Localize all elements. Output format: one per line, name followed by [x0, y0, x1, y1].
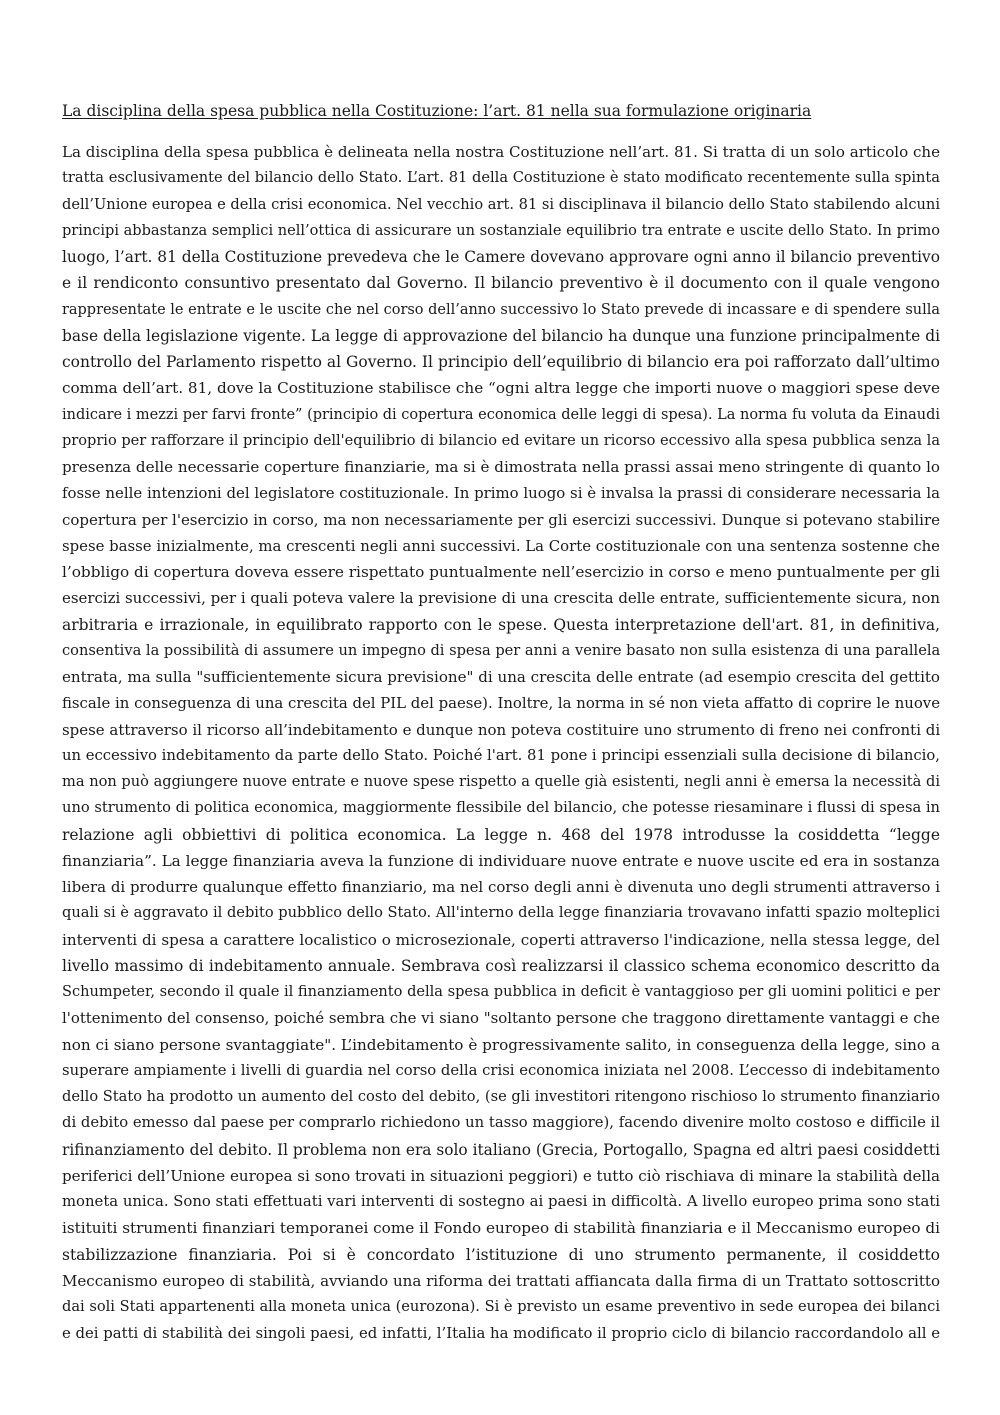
- text-line: fiscale in conseguenza di una crescita del PIL del paese). Inoltre, la norma in sé non vieta affatto di coprire le nuove: [62, 694, 940, 713]
- text-line: finanziaria”. La legge finanziaria aveva la funzione di individuare nuove entrate e nuove uscite ed era in sostanza: [62, 851, 940, 870]
- text-line: spese attraverso il ricorso all’indebitamento e dunque non poteva costituire uno strumento di freno nei confronti di: [62, 720, 940, 739]
- text-line: proprio per rafforzare il principio dell'equilibrio di bilancio ed evitare un ricorso eccessivo alla spesa pubblica senza la: [62, 431, 940, 449]
- text-line: Meccanismo europeo di stabilità, avviando una riforma dei trattati affiancata dalla firma di un Trattato sottoscritto: [62, 1271, 940, 1290]
- text-line: interventi di spesa a carattere localistico o microsezionale, coperti attraverso l'indicazione, nella stessa legge, del: [62, 930, 940, 949]
- text-line: esercizi successivi, per i quali poteva valere la previsione di una crescita delle entrate, sufficientemente sicura, non: [62, 589, 940, 608]
- text-line: l'ottenimento del consenso, poiché sembra che vi siano "soltanto persone che traggono direttamente vantaggi e che: [62, 1009, 940, 1028]
- text-line: un eccessivo indebitamento da parte dello Stato. Poiché l'art. 81 pone i principi essenziali sulla decisione di bilancio,: [62, 746, 940, 764]
- text-line: entrata, ma sulla "sufficientemente sicura previsione" di una crescita delle entrate (ad esempio crescita del gettito: [62, 668, 940, 686]
- text-line: periferici dell’Unione europea si sono trovati in situazioni peggiori) e tutto ciò rischiava di minare la stabilità della: [62, 1166, 940, 1185]
- text-line: principi abbastanza semplici nell’ottica di assicurare un sostanziale equilibrio tra entrate e uscite dello Stato. In primo: [62, 222, 940, 239]
- body-paragraph: [62, 139, 940, 1347]
- text-line: Schumpeter, secondo il quale il finanziamento della spesa pubblica in deficit è vantaggioso per gli uomini politici e per: [62, 983, 940, 1000]
- text-line: spese basse inizialmente, ma crescenti negli anni successivi. La Corte costituzionale con una sentenza sostenne che: [62, 536, 940, 555]
- text-line: uno strumento di politica economica, maggiormente flessibile del bilancio, che potesse riesaminare i flussi di spesa in: [62, 799, 940, 817]
- text-line: rappresentate le entrate e le uscite che nel corso dell’anno successivo lo Stato prevede di incassare e di spendere sulla: [62, 301, 940, 318]
- text-line: quali si è aggravato il debito pubblico dello Stato. All'interno della legge finanziaria trovavano infatti spazio molteplici: [62, 904, 940, 922]
- text-line: e dei patti di stabilità dei singoli paesi, ed infatti, l’Italia ha modificato il proprio ciclo di bilancio raccordandolo all e: [62, 1324, 940, 1343]
- section-title: La disciplina della spesa pubblica nella Costituzione: l’art. 81 nella sua formulazione originaria: [62, 102, 812, 120]
- text-line: dell’Unione europea e della crisi economica. Nel vecchio art. 81 si disciplinava il bilancio dello Stato stabilendo alcuni: [62, 195, 940, 213]
- text-line: rifinanziamento del debito. Il problema non era solo italiano (Grecia, Portogallo, Spagna ed altri paesi cosiddetti: [62, 1140, 940, 1159]
- text-line: controllo del Parlamento rispetto al Governo. Il principio dell’equilibrio di bilancio era poi rafforzato dall’ultimo: [62, 353, 940, 371]
- text-line: arbitraria e irrazionale, in equilibrato rapporto con le spese. Questa interpretazione dell'art. 81, in definitiva,: [62, 615, 940, 634]
- text-line: indicare i mezzi per farvi fronte” (principio di copertura economica delle leggi di spesa). La norma fu voluta da Einaudi: [62, 406, 940, 423]
- text-line: di debito emesso dal paese per comprarlo richiedono un tasso maggiore), facendo divenire molto costoso e difficile il: [62, 1114, 940, 1132]
- text-line: libera di produrre qualunque effetto finanziario, ma nel corso degli anni è divenuta uno degli strumenti attraverso i: [62, 878, 940, 896]
- text-line: istituiti strumenti finanziari temporanei come il Fondo europeo di stabilità finanziaria e il Meccanismo europeo di: [62, 1219, 940, 1238]
- text-line: luogo, l’art. 81 della Costituzione prevedeva che le Camere dovevano approvare ogni anno il bilancio preventivo: [62, 248, 940, 266]
- text-line: La disciplina della spesa pubblica è delineata nella nostra Costituzione nell’art. 81. Si tratta di un solo articolo che: [62, 143, 940, 161]
- text-line: e il rendiconto consuntivo presentato dal Governo. Il bilancio preventivo è il documento con il quale vengono: [62, 274, 940, 293]
- text-line: livello massimo di indebitamento annuale. Sembrava così realizzarsi il classico schema economico descritto da: [62, 956, 940, 975]
- text-line: ma non può aggiungere nuove entrate e nuove spese rispetto a quelle già esistenti, negli anni è emersa la necessità di: [62, 773, 940, 790]
- text-line: base della legislazione vigente. La legge di approvazione del bilancio ha dunque una funzione principalmente di: [62, 326, 940, 345]
- text-line: relazione agli obbiettivi di politica economica. La legge n. 468 del 1978 introdusse la cosiddetta “legge: [62, 825, 940, 844]
- text-line: tratta esclusivamente del bilancio dello Stato. L’art. 81 della Costituzione è stato modificato recentemente sulla spinta: [62, 169, 940, 187]
- text-line: dello Stato ha prodotto un aumento del costo del debito, (se gli investitori ritengono rischioso lo strumento finanziario: [62, 1088, 940, 1105]
- text-line: comma dell’art. 81, dove la Costituzione stabilisce che “ogni altra legge che importi nuove o maggiori spese deve: [62, 379, 940, 398]
- text-line: copertura per l'esercizio in corso, ma non necessariamente per gli esercizi successivi. Dunque si potevano stabilire: [62, 510, 940, 529]
- text-line: dai soli Stati appartenenti alla moneta unica (eurozona). Si è previsto un esame preventivo in sede europea dei bilanci: [62, 1298, 940, 1315]
- text-line: consentiva la possibilità di assumere un impegno di spesa per anni a venire basato non sulla esistenza di una parallela: [62, 641, 940, 659]
- text-line: presenza delle necessarie coperture finanziarie, ma si è dimostrata nella prassi assai meno stringente di quanto lo: [62, 458, 940, 476]
- text-line: non ci siano persone svantaggiate". L’indebitamento è progressivamente salito, in conseguenza della legge, sino a: [62, 1035, 940, 1054]
- text-line: l’obbligo di copertura doveva essere rispettato puntualmente nell’esercizio in corso e meno puntualmente per gli: [62, 563, 940, 581]
- text-line: fosse nelle intenzioni del legislatore costituzionale. In primo luogo si è invalsa la prassi di considerare necessaria la: [62, 484, 940, 503]
- text-line: stabilizzazione finanziaria. Poi si è concordato l’istituzione di uno strumento permanente, il cosiddetto: [62, 1245, 940, 1264]
- text-line: superare ampiamente i livelli di guardia nel corso della crisi economica iniziata nel 2008. L’eccesso di indebitamento: [62, 1061, 940, 1079]
- text-line: moneta unica. Sono stati effettuati vari interventi di sostegno ai paesi in difficoltà. A livello europeo prima sono stati: [62, 1193, 940, 1210]
